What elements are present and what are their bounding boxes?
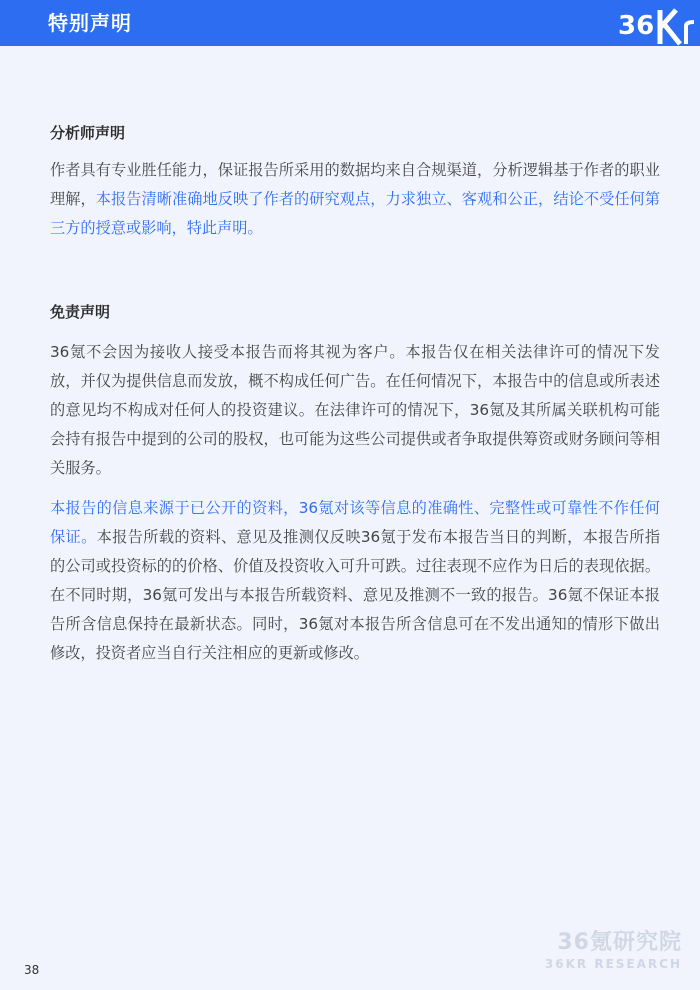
disclaimer-paragraph-1: 36氪不会因为接收人接受本报告而将其视为客户。本报告仅在相关法律许可的情况下发放，并仅为提供信息而发放，概不构成任何广告。在任何情况下，本报告中的信息或所表述的意见均不构成对任何人的投资建议。在法律许可的情况下，36氪及其所属关联机构可能会持有报告中提到的公司的股权，也可能为这些公司提供或者争取提供筹资或财务顾问等相关服务。: [50, 343, 660, 477]
header-bar: [0, 0, 700, 46]
analyst-paragraph: [50, 156, 660, 243]
analyst-text: 作者具有专业胜任能力，保证报告所采用的数据均来自合规渠道，分析逻辑基于作者的职业理解，: [50, 161, 660, 208]
analyst-highlight-text: 本报告清晰准确地反映了作者的研究观点，力求独立、客观和公正，结论不受任何第三方的授意或影响，特此声明。: [50, 190, 661, 237]
svg-text:36: 36: [618, 11, 655, 41]
disclaimer-highlight-text: 本报告的信息来源于已公开的资料，36氪对该等信息的准确性、完整性或可靠性不作任何保证。: [50, 499, 660, 546]
disclaimer-text: 本报告所载的资料、意见及推测仅反映36氪于发布本报告当日的判断，本报告所指的公司或投资标的的价格、价值及投资收入可升可跌。过往表现不应作为日后的表现依据。在不同时期，36氪可发出与本报告所载资料、意见及推测不一致的报告。36氪不保证本报告所含信息保持在最新状态。同时，36氪对本报告所含信息可在不发出通知的情形下做出修改，投资者应当自行关注相应的更新或修改。: [50, 528, 661, 662]
watermark-cn: 36氪研究院: [557, 930, 682, 955]
disclaimer-section-title: 免责声明: [50, 303, 111, 321]
36kr-logo-icon: [610, 0, 700, 46]
page-title: 特别声明: [48, 11, 132, 35]
disclaimer-paragraph-2: [50, 494, 660, 668]
watermark: [545, 930, 682, 972]
analyst-section-title: 分析师声明: [50, 124, 126, 142]
page-number: 38: [24, 963, 40, 977]
watermark-en: 36KR RESEARCH: [544, 957, 682, 971]
